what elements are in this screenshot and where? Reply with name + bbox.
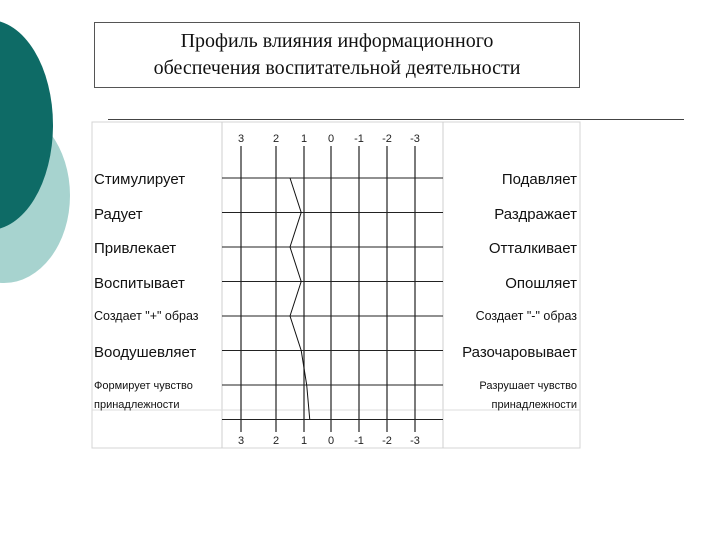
profile-line xyxy=(290,178,310,419)
criterion-positive: Стимулирует xyxy=(94,171,186,188)
criterion-negative: Разочаровывает xyxy=(462,343,577,361)
criterion-positive: Воодушевляет xyxy=(94,343,197,361)
scale-tick-bottom: -1 xyxy=(354,435,364,447)
criterion-negative: Раздражает xyxy=(494,205,577,223)
scale-tick-top: -3 xyxy=(410,133,420,145)
criterion-positive: Создает "+" образ xyxy=(94,309,199,323)
criterion-positive: Радует xyxy=(94,205,143,223)
scale-tick-bottom: -2 xyxy=(382,435,392,447)
scale-tick-bottom: -3 xyxy=(410,435,420,447)
scale-tick-bottom: 3 xyxy=(237,435,245,447)
scale-tick-top: -2 xyxy=(382,133,392,145)
criterion-positive: Формирует чувство принадлежности xyxy=(94,380,193,411)
scale-tick-bottom: 2 xyxy=(272,435,280,447)
criterion-negative: Подавляет xyxy=(501,171,577,188)
criterion-negative: Создает "-" образ xyxy=(475,309,577,323)
scale-tick-top: 3 xyxy=(237,133,245,145)
criterion-positive: Воспитывает xyxy=(94,274,185,292)
scale-tick-top: 1 xyxy=(300,133,308,145)
scale-tick-bottom: 1 xyxy=(300,435,308,447)
title-line-1: Профиль влияния информационного xyxy=(180,30,494,52)
scale-tick-bottom: 0 xyxy=(327,435,335,447)
criterion-negative: Опошляет xyxy=(505,274,577,292)
scale-tick-top: 2 xyxy=(272,133,280,145)
scale-tick-top: 0 xyxy=(327,133,335,145)
criterion-negative: Разрушает чувство принадлежности xyxy=(479,380,577,411)
criterion-positive: Привлекает xyxy=(94,240,177,257)
scale-tick-top: -1 xyxy=(354,133,364,145)
title-line-2: обеспечения воспитательной деятельности xyxy=(153,57,521,79)
criterion-negative: Отталкивает xyxy=(488,240,577,257)
